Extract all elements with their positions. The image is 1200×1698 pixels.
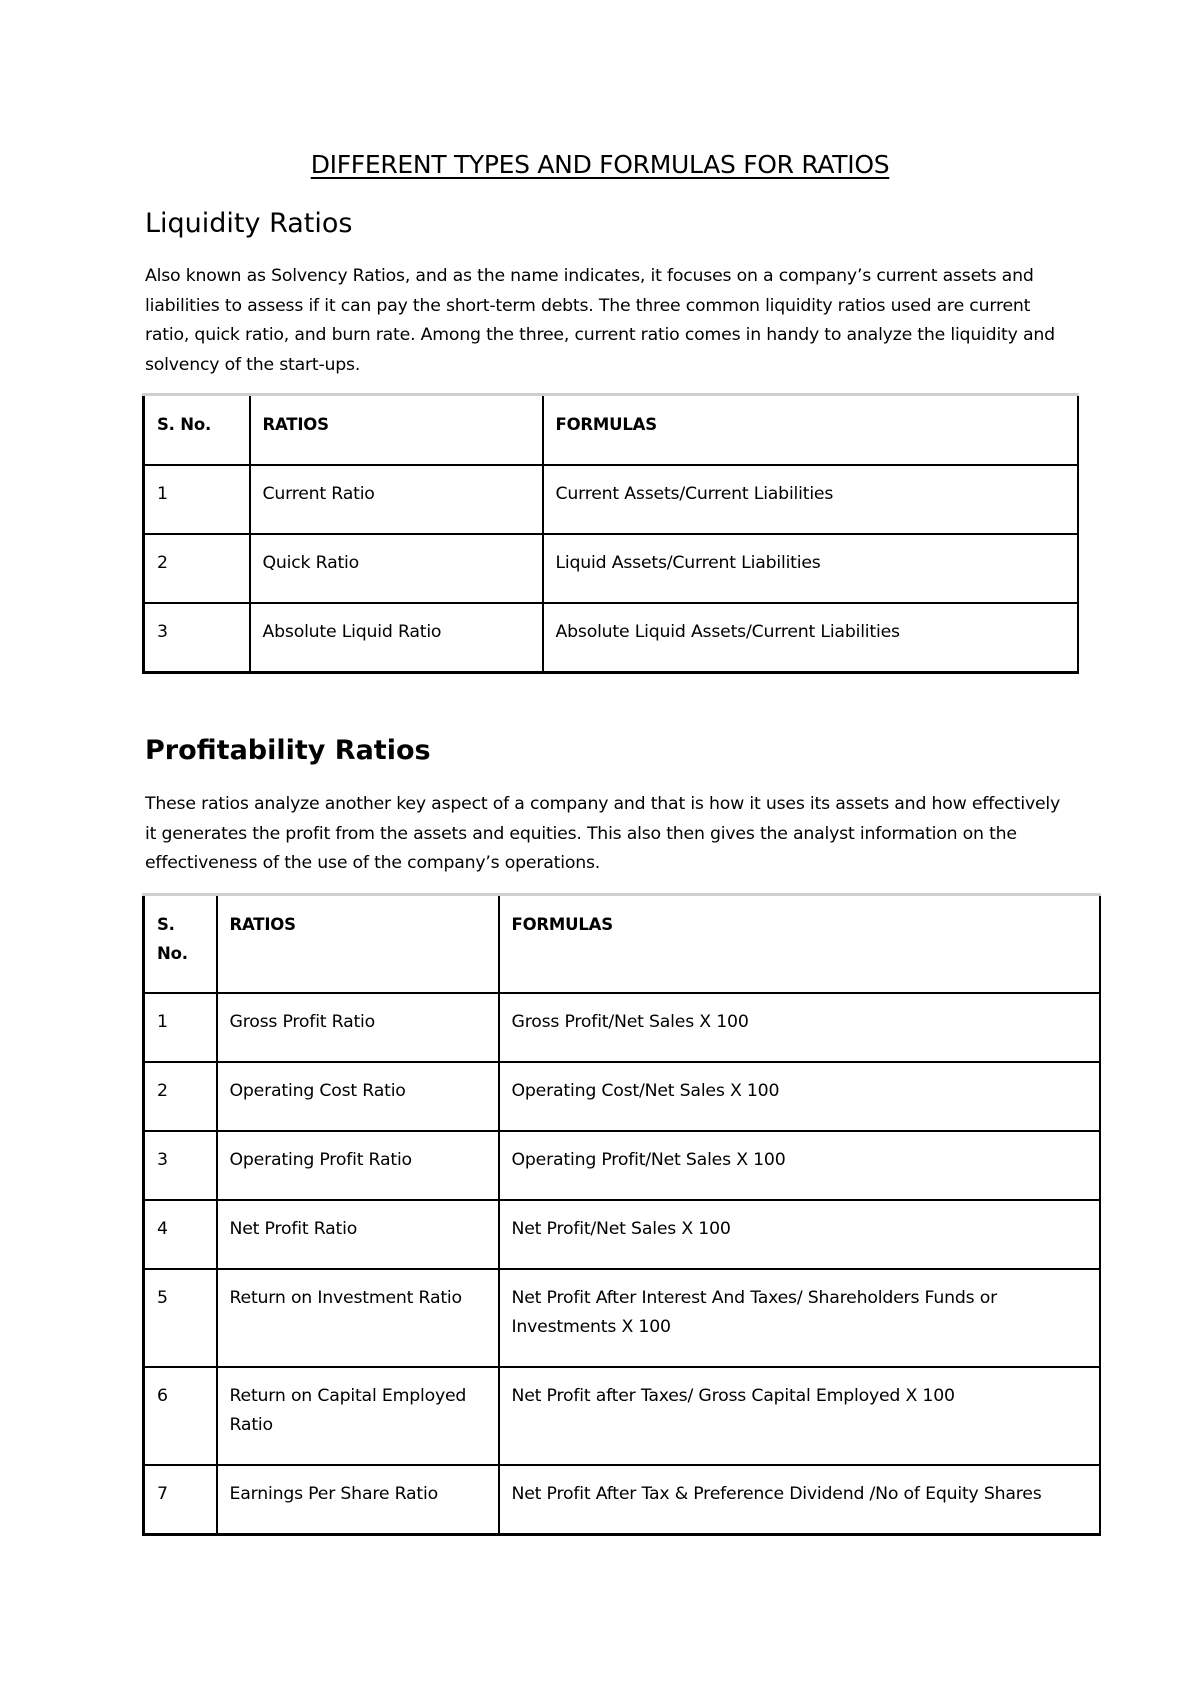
table-row (144, 1131, 1100, 1200)
cell-ratio: Return on Capital Employed Ratio (217, 1367, 499, 1465)
profitability-ratios-table (142, 893, 1101, 1536)
header-cell-sno: S. No. (144, 395, 250, 465)
header-sno-label: S. No. (157, 915, 188, 963)
cell-formula: Net Profit/Net Sales X 100 (499, 1200, 1100, 1269)
cell-sno: 2 (144, 1062, 217, 1131)
header-cell-ratios: RATIOS (250, 395, 543, 465)
profitability-heading: Profitability Ratios (145, 735, 431, 766)
table-row (144, 603, 1078, 673)
cell-formula: Gross Profit/Net Sales X 100 (499, 993, 1100, 1062)
cell-formula: Operating Profit/Net Sales X 100 (499, 1131, 1100, 1200)
table-row (144, 1269, 1100, 1367)
table-row (144, 1062, 1100, 1131)
header-cell-ratios: RATIOS (217, 895, 499, 993)
cell-sno: 3 (144, 603, 250, 673)
cell-sno: 4 (144, 1200, 217, 1269)
cell-sno: 1 (144, 993, 217, 1062)
cell-formula: Net Profit After Tax & Preference Dividend /No of Equity Shares (499, 1465, 1100, 1535)
cell-ratio: Gross Profit Ratio (217, 993, 499, 1062)
cell-ratio: Absolute Liquid Ratio (250, 603, 543, 673)
table-row (144, 993, 1100, 1062)
cell-formula: Absolute Liquid Assets/Current Liabilities (543, 603, 1078, 673)
table-row (144, 465, 1078, 534)
cell-sno: 3 (144, 1131, 217, 1200)
table-header-row (144, 395, 1078, 465)
table-row (144, 534, 1078, 603)
cell-sno: 6 (144, 1367, 217, 1465)
cell-sno: 2 (144, 534, 250, 603)
header-cell-sno (144, 895, 217, 993)
table-row (144, 1367, 1100, 1465)
liquidity-ratios-table (142, 393, 1079, 674)
cell-formula: Net Profit after Taxes/ Gross Capital Employed X 100 (499, 1367, 1100, 1465)
cell-ratio: Quick Ratio (250, 534, 543, 603)
cell-formula: Operating Cost/Net Sales X 100 (499, 1062, 1100, 1131)
liquidity-heading: Liquidity Ratios (145, 208, 353, 239)
cell-ratio: Earnings Per Share Ratio (217, 1465, 499, 1535)
cell-formula: Liquid Assets/Current Liabilities (543, 534, 1078, 603)
cell-sno: 7 (144, 1465, 217, 1535)
cell-ratio: Current Ratio (250, 465, 543, 534)
cell-ratio: Return on Investment Ratio (217, 1269, 499, 1367)
profitability-paragraph: These ratios analyze another key aspect of a company and that is how it uses its assets and how effectively it generates the profit from the assets and equities. This also then gives the analyst information on the effectiveness of the use of the company’s operations. (145, 794, 1061, 873)
table-row (144, 1465, 1100, 1535)
cell-ratio: Operating Profit Ratio (217, 1131, 499, 1200)
cell-ratio: Operating Cost Ratio (217, 1062, 499, 1131)
cell-sno: 5 (144, 1269, 217, 1367)
cell-formula: Net Profit After Interest And Taxes/ Shareholders Funds or Investments X 100 (499, 1269, 1100, 1367)
document-title: DIFFERENT TYPES AND FORMULAS FOR RATIOS (310, 150, 890, 179)
table-header-row (144, 895, 1100, 993)
liquidity-paragraph: Also known as Solvency Ratios, and as the name indicates, it focuses on a company’s current assets and liabilities to assess if it can pay the short-term debts. The three common liquidity ratios used are current ratio, quick ratio, and burn rate. Among the three, current ratio comes in handy to analyze the liquidity and solvency of the start-ups. (145, 266, 1055, 375)
header-cell-formulas: FORMULAS (499, 895, 1100, 993)
cell-ratio: Net Profit Ratio (217, 1200, 499, 1269)
cell-formula: Current Assets/Current Liabilities (543, 465, 1078, 534)
header-cell-formulas: FORMULAS (543, 395, 1078, 465)
table-row (144, 1200, 1100, 1269)
cell-sno: 1 (144, 465, 250, 534)
